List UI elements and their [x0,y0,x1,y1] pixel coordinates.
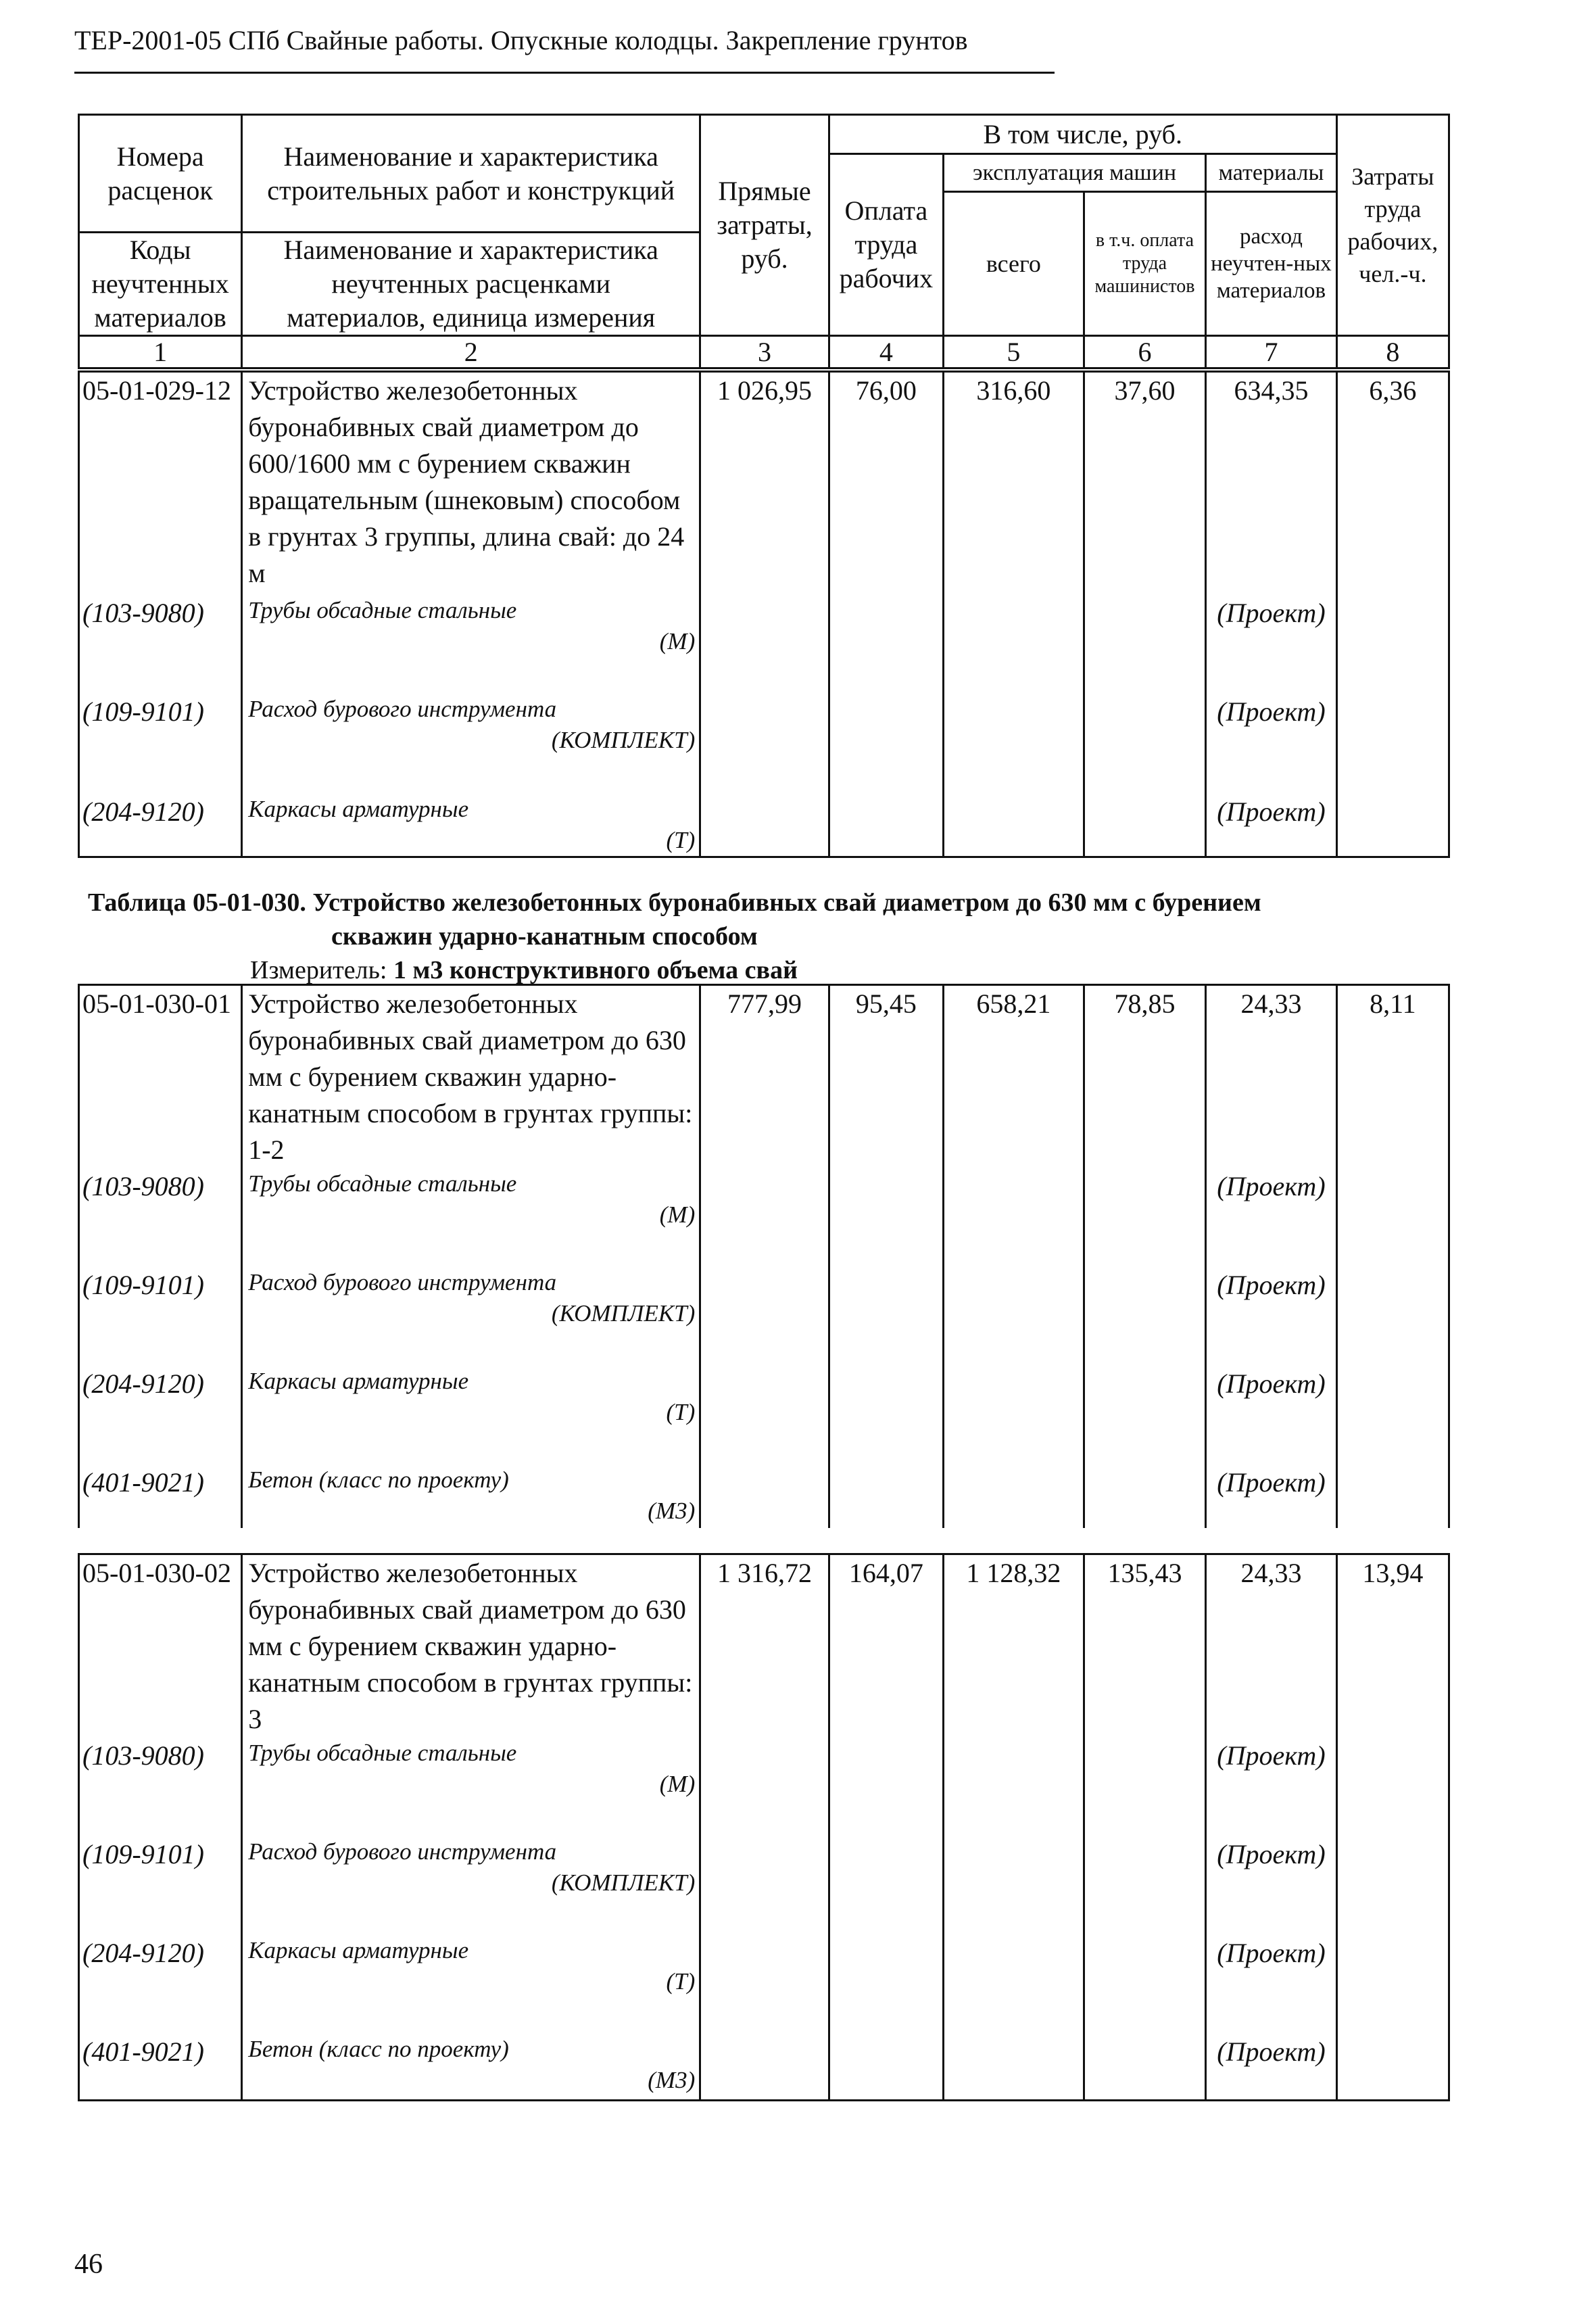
material-name: Бетон (класс по проекту) [248,1466,509,1493]
machines-total: 1 128,32 [944,1554,1084,1738]
material-name: Трубы обсадные стальные [248,596,517,623]
material-code: (401-9021) [79,2000,242,2100]
rate-block [78,371,1450,858]
material-value: (Проект) [1206,1168,1337,1233]
material-value: (Проект) [1206,1738,1337,1803]
material-value: (Проект) [1206,1901,1337,2000]
material-value: (Проект) [1206,2000,1337,2100]
rate-code: 05-01-030-02 [79,1554,242,1738]
material-code: (103-9080) [79,1168,242,1233]
rate-block [78,1553,1450,2101]
material-name: Расход бурового инструмента [248,1269,557,1295]
machinists-labor: 37,60 [1084,372,1205,595]
machines-total: 316,60 [944,372,1084,595]
col-number: 4 [829,336,943,368]
material-unit: (М) [659,1201,696,1228]
col1-top-header: Номера расценок [79,115,242,233]
materials-cost: 24,33 [1206,1554,1337,1738]
measure-label: Измеритель: [250,956,387,984]
material-code: (109-9101) [79,660,242,760]
material-value: (Проект) [1206,660,1337,760]
direct-cost: 1 026,95 [700,372,829,595]
material-name: Расход бурового инструмента [248,1838,557,1865]
col-number: 2 [242,336,700,368]
materials-header: материалы [1206,154,1337,192]
rate-description: Устройство железобетонных буронабивных свай диаметром до 630 мм с бурением скважин ударно-канатным способом в грунтах группы: 3 [242,1554,700,1738]
materials-cost: 24,33 [1206,985,1337,1169]
col8-header: Затраты труда рабочих, чел.-ч. [1336,115,1449,336]
material-code: (204-9120) [79,1901,242,2000]
material-code: (103-9080) [79,1738,242,1803]
col-number: 1 [79,336,242,368]
labor-cost: 95,45 [829,985,943,1169]
rate-code: 05-01-029-12 [79,372,242,595]
material-unit: (КОМПЛЕКТ) [551,1869,696,1896]
material-name: Расход бурового инструмента [248,695,557,722]
material-unit: (М) [659,1771,696,1797]
col-number: 6 [1084,336,1205,368]
direct-cost: 777,99 [700,985,829,1169]
material-unit: (М3) [648,1498,696,1524]
materials-cost: 634,35 [1206,372,1337,595]
material-unit: (КОМПЛЕКТ) [551,726,696,753]
machinists-labor: 78,85 [1084,985,1205,1169]
col6-header: в т.ч. оплата труда машинистов [1084,192,1205,336]
material-unit: (КОМПЛЕКТ) [551,1300,696,1327]
material-code: (109-9101) [79,1233,242,1332]
material-code: (103-9080) [79,595,242,660]
col5-header: всего [944,192,1084,336]
direct-cost: 1 316,72 [700,1554,829,1738]
material-name: Каркасы арматурные [248,795,469,822]
col2-bottom-header: Наименование и характеристика неучтенных расценками материалов, единица измерения [242,233,700,336]
in-total-header: В том числе, руб. [829,115,1336,154]
table-header [78,114,1450,369]
labor-cost: 164,07 [829,1554,943,1738]
material-code: (401-9021) [79,1431,242,1528]
labor-hours: 13,94 [1336,1554,1449,1738]
measure-unit [250,953,798,987]
rate-description: Устройство железобетонных буронабивных свай диаметром до 630 мм с бурением скважин ударно-канатным способом в грунтах группы: 1-2 [242,985,700,1169]
material-code: (204-9120) [79,1332,242,1431]
material-unit: (М) [659,627,696,654]
material-value: (Проект) [1206,595,1337,660]
material-unit: (Т) [666,1399,696,1425]
material-value: (Проект) [1206,760,1337,857]
col-number: 7 [1206,336,1337,368]
page-number: 46 [74,2249,103,2280]
machines-header: эксплуатация машин [944,154,1206,192]
material-name: Трубы обсадные стальные [248,1170,517,1197]
page-header: ТЕР-2001-05 СПб Свайные работы. Опускные колодцы. Закрепление грунтов [74,25,968,55]
machinists-labor: 135,43 [1084,1554,1205,1738]
labor-cost: 76,00 [829,372,943,595]
col-number: 3 [700,336,829,368]
material-name: Каркасы арматурные [248,1368,469,1394]
machines-total: 658,21 [944,985,1084,1169]
col1-bottom-header: Коды неучтенных материалов [79,233,242,336]
material-unit: (Т) [666,826,696,853]
measure-value: 1 м3 конструктивного объема свай [393,956,798,984]
col-number: 8 [1336,336,1449,368]
rate-code: 05-01-030-01 [79,985,242,1169]
table-title [88,886,1440,953]
material-name: Каркасы арматурные [248,1937,469,1963]
material-value: (Проект) [1206,1233,1337,1332]
rate-block [78,984,1450,1528]
header-divider [74,72,1055,74]
col3-header: Прямые затраты, руб. [700,115,829,336]
material-name: Трубы обсадные стальные [248,1740,517,1766]
table-title-line1: Таблица 05-01-030. Устройство железобетонных буронабивных свай диаметром до 630 мм с бурением [88,888,1261,917]
material-code: (204-9120) [79,760,242,857]
table-title-line2: скважин ударно-канатным способом [331,922,758,951]
rate-description: Устройство железобетонных буронабивных свай диаметром до 600/1600 мм с бурением скважин вращательным (шнековым) способом в грунтах 3 группы, длина свай: до 24 м [242,372,700,595]
material-value: (Проект) [1206,1332,1337,1431]
col2-top-header: Наименование и характеристика строительных работ и конструкций [242,115,700,233]
material-value: (Проект) [1206,1431,1337,1528]
material-value: (Проект) [1206,1803,1337,1901]
material-unit: (Т) [666,1968,696,1995]
col4-header: Оплата труда рабочих [829,154,943,336]
material-unit: (М3) [648,2067,696,2093]
labor-hours: 6,36 [1336,372,1449,595]
material-name: Бетон (класс по проекту) [248,2036,509,2062]
material-code: (109-9101) [79,1803,242,1901]
col-number: 5 [944,336,1084,368]
labor-hours: 8,11 [1336,985,1449,1169]
col7-header: расход неучтен-ных материалов [1206,192,1337,336]
